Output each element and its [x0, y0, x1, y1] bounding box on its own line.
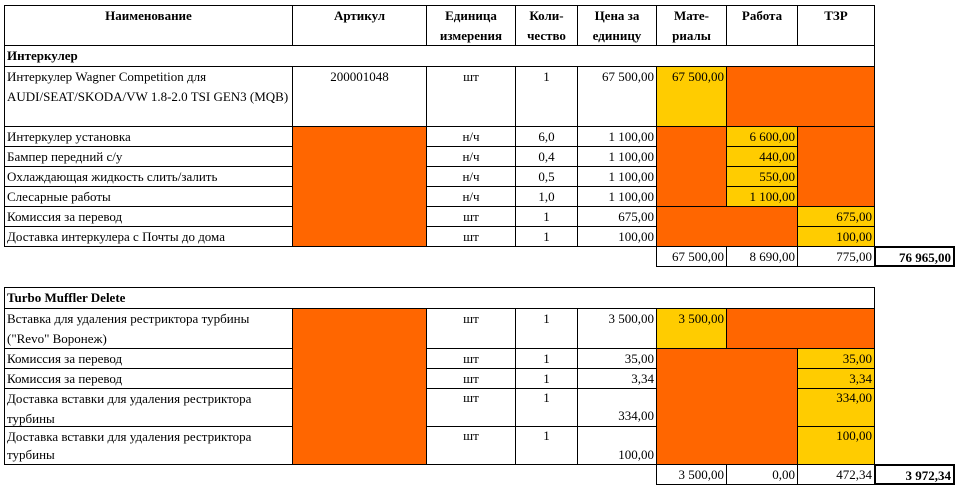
table-row-price: 1 100,00: [577, 146, 657, 167]
table-row-tzr: 334,00: [797, 388, 875, 427]
table-row-name: Интеркулер установка: [4, 126, 293, 147]
table-row-unit: шт: [426, 388, 516, 427]
table-row-qty: 0,4: [515, 146, 578, 167]
table-row-price: 35,00: [577, 348, 657, 369]
table-row-qty: 1: [515, 206, 578, 227]
table-row-qty: 6,0: [515, 126, 578, 147]
table-row-name: Охлаждающая жидкость слить/залить: [4, 166, 293, 187]
table-row-qty: 1: [515, 368, 578, 389]
table-row-materials: 67 500,00: [656, 66, 727, 127]
total-tzr: 775,00: [797, 246, 875, 267]
table-row-unit: шт: [426, 348, 516, 369]
table-row-work: 550,00: [726, 166, 798, 187]
table-row-name: Доставка интеркулера с Почты до дома: [4, 226, 293, 247]
table-row-empty-fill: [726, 66, 875, 127]
col-header-price: Цена за единицу: [577, 5, 657, 46]
table-row-unit: н/ч: [426, 166, 516, 187]
table-row-name: Доставка вставки для удаления рестриктора турбины: [4, 426, 293, 465]
total-tzr: 472,34: [797, 464, 875, 485]
table-row-article: 200001048: [292, 66, 427, 127]
table-row-materials: 3 500,00: [656, 308, 727, 349]
article-empty-fill: [292, 126, 427, 247]
table-row-unit: шт: [426, 226, 516, 247]
table-row-tzr: 3,34: [797, 368, 875, 389]
table-row-unit: шт: [426, 206, 516, 227]
table-row-unit: шт: [426, 66, 516, 127]
col-header-name: Наименование: [4, 5, 293, 46]
table-row-name: Интеркулер Wagner Competition для AUDI/SEAT/SKODA/VW 1.8-2.0 TSI GEN3 (MQB): [4, 66, 293, 127]
total-materials: 3 500,00: [656, 464, 727, 485]
table-row-tzr: 675,00: [797, 206, 875, 227]
table-row-tzr: 35,00: [797, 348, 875, 369]
table-row-work: 1 100,00: [726, 186, 798, 207]
grand-total: 3 972,34: [874, 464, 955, 485]
col-header-article: Артикул: [292, 5, 427, 46]
table-row-qty: 1: [515, 66, 578, 127]
table-row-name: Вставка для удаления рестриктора турбины ("Revo" Воронеж): [4, 308, 293, 349]
col-header-unit: Единица измерения: [426, 5, 516, 46]
total-work: 8 690,00: [726, 246, 798, 267]
table-row-price: 1 100,00: [577, 186, 657, 207]
table-row-unit: шт: [426, 308, 516, 349]
total-work: 0,00: [726, 464, 798, 485]
table-row-qty: 1: [515, 308, 578, 349]
table-row-name: Доставка вставки для удаления рестриктора турбины: [4, 388, 293, 427]
table-row-unit: шт: [426, 368, 516, 389]
table-row-unit: н/ч: [426, 146, 516, 167]
materials-empty-fill: [656, 126, 727, 207]
table-row-price: 334,00: [577, 388, 657, 427]
table-row-qty: 1: [515, 426, 578, 465]
col-header-tzr: ТЗР: [797, 5, 875, 46]
table-row-price: 100,00: [577, 226, 657, 247]
article-empty-fill: [292, 308, 427, 465]
table-row-empty-fill: [726, 308, 875, 349]
table-row-price: 675,00: [577, 206, 657, 227]
tzr-empty-fill: [797, 126, 875, 207]
table-row-name: Комиссия за перевод: [4, 348, 293, 369]
grand-total: 76 965,00: [874, 246, 955, 267]
table-row-qty: 1: [515, 388, 578, 427]
materials-work-empty-fill: [656, 348, 798, 465]
col-header-materials: Мате-риалы: [656, 5, 727, 46]
table-row-price: 100,00: [577, 426, 657, 465]
col-header-work: Работа: [726, 5, 798, 46]
table-row-price: 3,34: [577, 368, 657, 389]
table-row-qty: 1,0: [515, 186, 578, 207]
col-header-qty: Коли-чество: [515, 5, 578, 46]
section-title-intercooler: Интеркулер: [4, 45, 875, 67]
table-row-unit: шт: [426, 426, 516, 465]
table-row-price: 1 100,00: [577, 166, 657, 187]
table-row-name: Слесарные работы: [4, 186, 293, 207]
table-row-work: 440,00: [726, 146, 798, 167]
table-row-tzr: 100,00: [797, 226, 875, 247]
table-row-unit: н/ч: [426, 186, 516, 207]
table-row-name: Бампер передний с/у: [4, 146, 293, 167]
table-row-name: Комиссия за перевод: [4, 206, 293, 227]
table-row-work: 6 600,00: [726, 126, 798, 147]
table-row-qty: 1: [515, 348, 578, 369]
table-row-qty: 1: [515, 226, 578, 247]
table-row-unit: н/ч: [426, 126, 516, 147]
table-row-qty: 0,5: [515, 166, 578, 187]
total-materials: 67 500,00: [656, 246, 727, 267]
table-row-price: 1 100,00: [577, 126, 657, 147]
section-title-turbo-muffler: Turbo Muffler Delete: [4, 287, 875, 309]
table-row-price: 3 500,00: [577, 308, 657, 349]
table-row-tzr: 100,00: [797, 426, 875, 465]
table-row-price: 67 500,00: [577, 66, 657, 127]
table-row-name: Комиссия за перевод: [4, 368, 293, 389]
materials-work-empty-fill: [656, 206, 798, 247]
